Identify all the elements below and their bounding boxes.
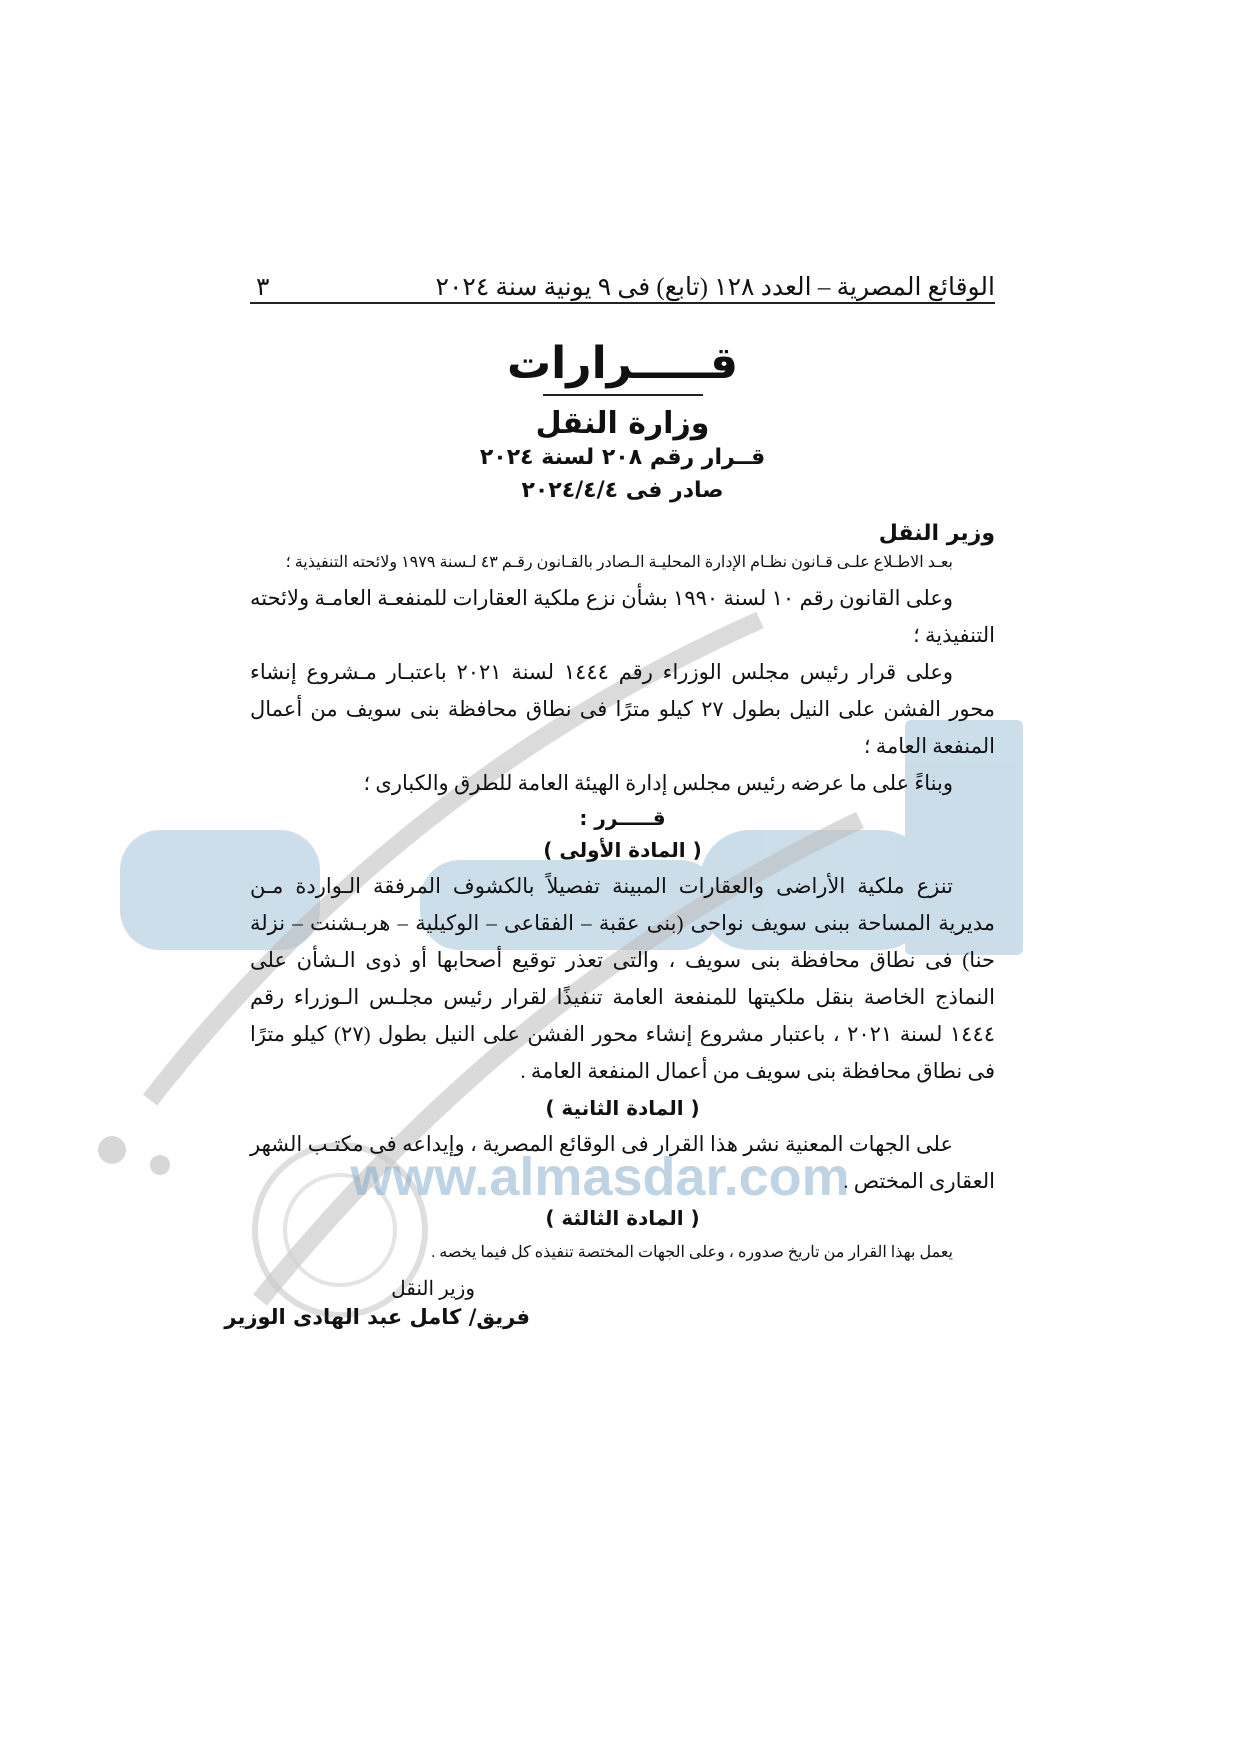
header-title: الوقائع المصرية – العدد ١٢٨ (تابع) فى ٩ يونية سنة ٢٠٢٤	[435, 274, 995, 301]
signature-title: وزير النقل	[391, 1278, 475, 1301]
article-title: ( المادة الأولى )	[543, 838, 702, 863]
running-header	[250, 260, 995, 304]
issued-date: صادر فى ٢٠٢٤/٤/٤	[521, 478, 724, 504]
preamble-paragraph: بعـد الاطـلاع علـى قـانون نظـام الإدارة المحليـة الـصادر بالقـانون رقـم ٤٣ لـسنة ١٩٧٩ ولائحته التنفيذية ؛	[285, 554, 953, 572]
decree-number: قــرار رقم ٢٠٨ لسنة ٢٠٢٤	[479, 445, 766, 471]
preamble-paragraph: وبناءً على ما عرضه رئيس مجلس إدارة الهيئة العامة للطرق والكبارى ؛	[363, 771, 953, 796]
preamble-paragraph: وعلى القانون رقم ١٠ لسنة ١٩٩٠ بشأن نزع ملكية العقارات للمنفعـة العامـة ولائحته التنفيذية ؛	[250, 586, 995, 648]
document-page	[224, 260, 996, 1330]
page-number: ٣	[256, 274, 270, 301]
article-text: يعمل بهذا القرار من تاريخ صدوره ، وعلى الجهات المختصة تنفيذه كل فيما يخصه .	[431, 1244, 953, 1262]
article-text: تنزع ملكية الأراضى والعقارات المبينة تفصيلاً بالكشوف المرفقة الـواردة مـن مديرية المساحة ببنى سويف نواحى (بنى عقبة – الفقاعى – الوكيلية – هربـشنت – نزلة حنا) فى نطاق محافظة بنى سويف ، والتى تعذر توقيع أصحابها أو ذوى الـشأن على النماذج الخاصة بنقل ملكيتها للمنفعة العامة تنفيذًا لقرار رئيس مجلـس الـوزراء رقم ١٤٤٤ لسنة ٢٠٢١ ، باعتبار مشروع إنشاء محور الفشن على النيل بطول (٢٧) كيلو مترًا فى نطاق محافظة بنى سويف من أعمال المنفعة العامة .	[250, 874, 996, 1084]
section-title: قـــــرارات	[506, 338, 739, 389]
article-text: على الجهات المعنية نشر هذا القرار فى الوقائع المصرية ، وإيداعه فى مكتـب الشهر العقارى المختص .	[250, 1132, 995, 1194]
article-title: ( المادة الثالثة )	[545, 1206, 700, 1231]
decided-heading: قـــــرر :	[579, 806, 666, 831]
title-underline	[543, 394, 703, 396]
article-title: ( المادة الثانية )	[545, 1096, 700, 1121]
preamble-paragraph: وعلى قرار رئيس مجلس الوزراء رقم ١٤٤٤ لسنة ٢٠٢١ باعتبـار مـشروع إنشاء محور الفشن على النيل بطول ٢٧ كيلو مترًا فى نطاق محافظة بنى سويف من أعمال المنفعة العامة ؛	[250, 660, 995, 759]
signature-name: فريق/ كامل عبد الهادى الوزير	[224, 1305, 530, 1330]
issuer-heading: وزير النقل	[878, 521, 995, 547]
watermark-text: www.almasdar.com	[350, 1147, 850, 1207]
ministry-name: وزارة النقل	[535, 406, 710, 442]
